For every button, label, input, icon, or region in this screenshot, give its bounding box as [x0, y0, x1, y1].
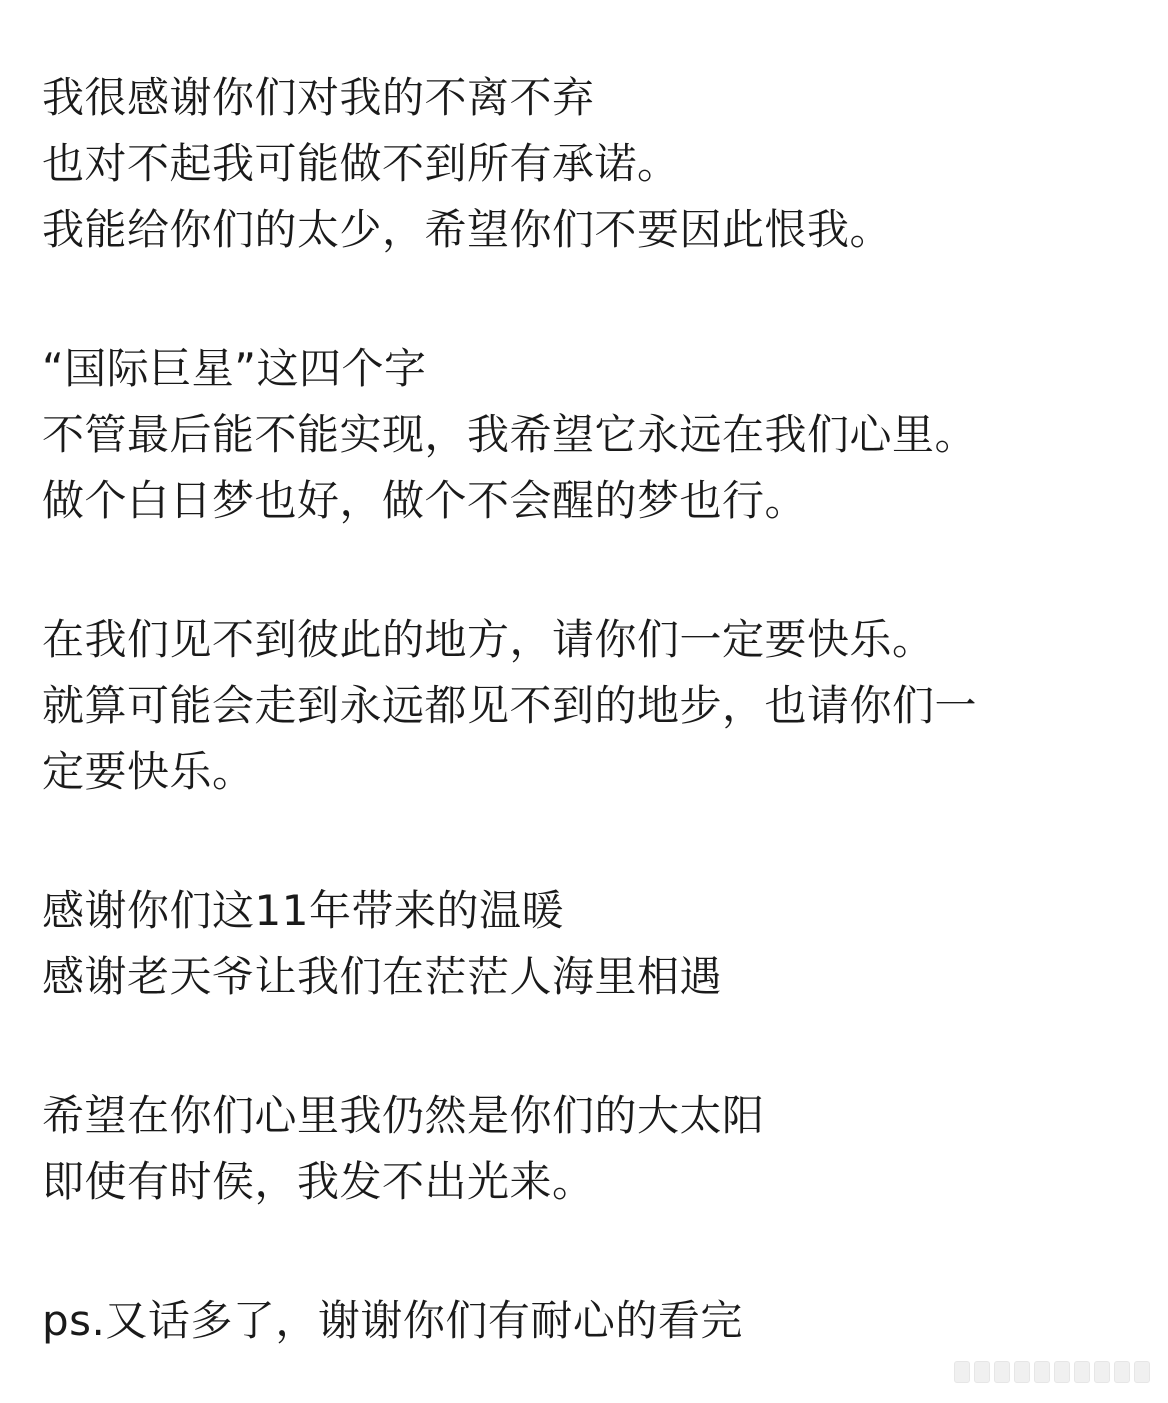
watermark-glyph [954, 1361, 970, 1383]
text-line: 不管最后能不能实现，我希望它永远在我们心里。 [42, 410, 978, 459]
paragraph [42, 878, 1142, 1010]
watermark [954, 1361, 1150, 1383]
paragraph-gap [42, 534, 1142, 607]
watermark-glyph [1114, 1361, 1130, 1383]
text-line: ps.又话多了，谢谢你们有耐心的看完 [42, 1296, 743, 1345]
watermark-glyph [1014, 1361, 1030, 1383]
paragraph-gap [42, 1010, 1142, 1083]
text-line: 即使有时侯，我发不出光来。 [42, 1157, 595, 1206]
note-body [42, 65, 1142, 1354]
text-line: 感谢你们这11年带来的温暖 [42, 886, 564, 935]
text-line: 定要快乐。 [42, 747, 255, 796]
watermark-glyph [1034, 1361, 1050, 1383]
paragraph [42, 1288, 1142, 1354]
text-line: 做个白日梦也好，做个不会醒的梦也行。 [42, 476, 808, 525]
paragraph [42, 607, 1142, 805]
paragraph-gap [42, 805, 1142, 878]
text-line: 感谢老天爷让我们在茫茫人海里相遇 [42, 952, 723, 1001]
watermark-glyph [994, 1361, 1010, 1383]
watermark-glyph [1134, 1361, 1150, 1383]
paragraph [42, 1083, 1142, 1215]
watermark-glyph [1054, 1361, 1070, 1383]
text-line: 希望在你们心里我仍然是你们的大太阳 [42, 1091, 765, 1140]
text-line: 在我们见不到彼此的地方，请你们一定要快乐。 [42, 615, 935, 664]
text-line: 我能给你们的太少，希望你们不要因此恨我。 [42, 205, 893, 254]
text-line: 我很感谢你们对我的不离不弃 [42, 73, 595, 122]
watermark-glyph [1074, 1361, 1090, 1383]
paragraph-gap [42, 1215, 1142, 1288]
text-line: 就算可能会走到永远都见不到的地步，也请你们一 [42, 681, 978, 730]
watermark-glyph [974, 1361, 990, 1383]
text-line: 也对不起我可能做不到所有承诺。 [42, 139, 680, 188]
watermark-glyph [1094, 1361, 1110, 1383]
paragraph [42, 65, 1142, 263]
paragraph [42, 336, 1142, 534]
paragraph-gap [42, 263, 1142, 336]
text-line: “国际巨星”这四个字 [42, 344, 427, 393]
